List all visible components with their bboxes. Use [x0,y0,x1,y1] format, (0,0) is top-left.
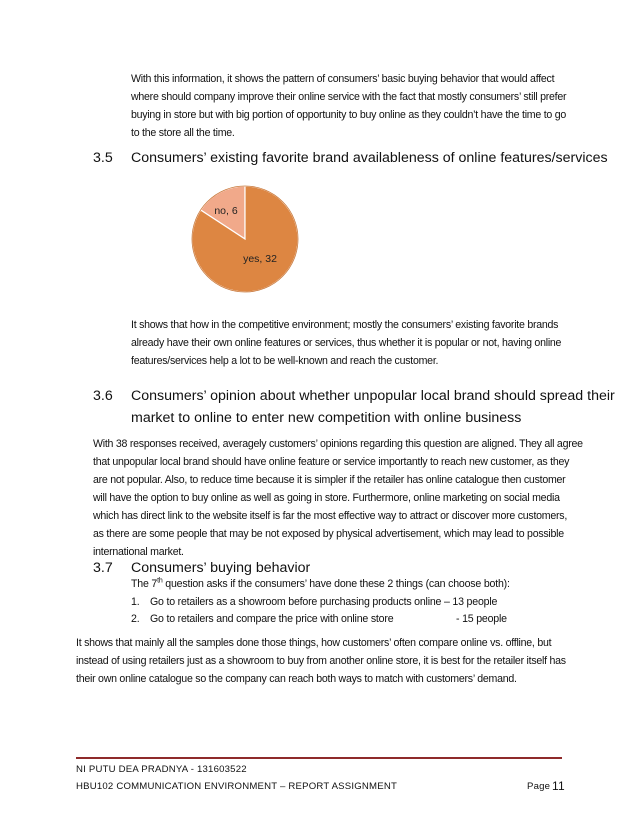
section-heading-line: market to online to enter new competition with online business [131,410,522,426]
s36-line: that unpopular local brand should have online feature or service importantly to reach new customer, as they [93,456,570,468]
s36-line: which has direct link to the website itself is far the most effective way to attract or discover more customers, [93,510,568,522]
closing-line: instead of using retailers just as a showroom to buy from another online store, it is best for the retailer itself has [76,655,566,667]
closing-line: their own online catalogue so the company can reach both ways to match with customers’ demand. [76,673,517,685]
section-heading-line: Consumers’ opinion about whether unpopular local brand should spread their [131,388,615,404]
pie-label-no: no, 6 [214,205,238,217]
list-item-number: 1. [131,596,140,608]
ordinal-suffix: th [157,577,163,585]
list-item-number: 2. [131,613,140,625]
s36-line: With 38 responses received, averagely customers’ opinions regarding this question are aligned. They all agree [93,438,583,450]
s35-line: It shows that how in the competitive environment; mostly the consumers’ existing favorite brands [131,319,559,331]
question-intro [131,575,510,594]
intro-line: With this information, it shows the pattern of consumers’ basic buying behavior that would affect [131,73,555,85]
s35-line: already have their own online features or services, thus whether it is popular or not, having online [131,337,562,349]
footer-rule [76,757,562,759]
s36-line: as there are some people that may be not exposed by physical advertisement, which may lead to possible [93,528,564,540]
section-number: 3.6 [93,388,113,404]
section-heading: Consumers’ buying behavior [131,560,311,576]
section-number: 3.7 [93,560,113,576]
list-item: Go to retailers and compare the price with online store [150,613,394,625]
section-heading: Consumers’ existing favorite brand availableness of online features/services [131,150,608,166]
footer-page-label: Page [527,781,551,792]
intro-line: buying in store but with big portion of opportunity to buy online as they couldn’t have the time to go [131,109,567,121]
footer-course: HBU102 COMMUNICATION ENVIRONMENT – REPORT ASSIGNMENT [76,781,398,792]
pie-chart-svg [185,184,305,294]
page-number: 11 [552,779,565,793]
s36-line: will have the option to buy online as well as going in store. Furthermore, online marketing on social media [93,492,560,504]
question-intro-text: question asks if the consumers’ have done these 2 things (can choose both): [162,578,510,590]
section-number: 3.5 [93,150,113,166]
intro-line: to the store all the time. [131,127,235,139]
pie-label-yes: yes, 32 [243,253,277,265]
s36-line: international market. [93,546,184,558]
pie-chart [185,184,305,294]
list-item: Go to retailers as a showroom before purchasing products online – 13 people [150,596,498,608]
list-item-count: - 15 people [456,613,507,625]
intro-line: where should company improve their online service with the fact that mostly consumers’ still prefer [131,91,567,103]
s36-line: are not popular. Also, to reduce time because it is simpler if the retailer has online catalogue then customer [93,474,566,486]
question-intro-text: The 7 [131,578,158,590]
footer-author: NI PUTU DEA PRADNYA - 131603522 [76,764,247,775]
s35-line: features/services help a lot to be well-known and reach the customer. [131,355,439,367]
closing-line: It shows that mainly all the samples done those things, how customers’ often compare online vs. offline, but [76,637,552,649]
